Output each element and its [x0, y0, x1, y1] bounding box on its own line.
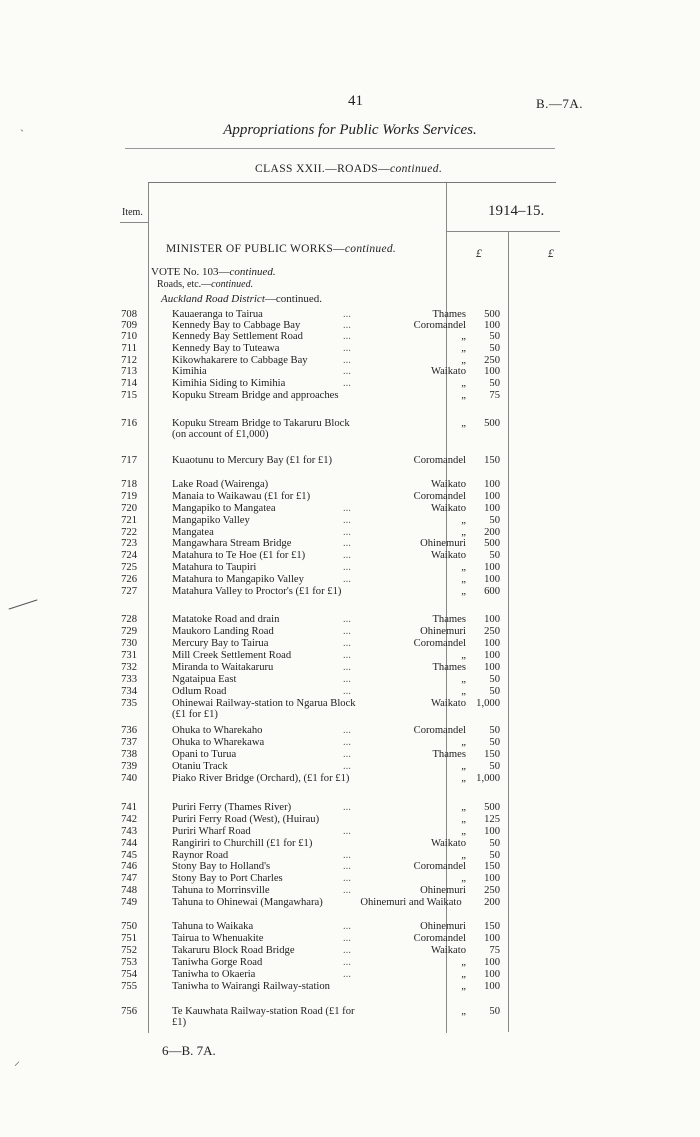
item-description: Ohuka to Wharekaho: [172, 725, 263, 736]
item-description: Mangapiko to Mangatea: [172, 503, 276, 514]
item-description: Raynor Road: [172, 850, 229, 861]
item-number: 729: [121, 626, 137, 637]
item-district: „: [461, 355, 466, 366]
vote-heading: [151, 266, 276, 278]
leader-dots: ...: [343, 945, 351, 956]
class-rule: [148, 182, 556, 183]
vote-heading-text: VOTE No. 103—: [151, 266, 230, 278]
item-district: „: [461, 814, 466, 825]
item-district: Thames: [432, 749, 466, 760]
item-number: 713: [121, 366, 137, 377]
item-district: Coromandel: [413, 861, 466, 872]
item-district: „: [461, 737, 466, 748]
item-amount: 100: [484, 933, 500, 944]
item-description: Taniwha to Okaeria: [172, 969, 256, 980]
item-amount: 600: [484, 586, 500, 597]
leader-dots: ...: [343, 861, 351, 872]
item-number: 732: [121, 662, 137, 673]
item-district: „: [461, 773, 466, 784]
item-description: Kopuku Stream Bridge to Takaruru Block (on account of £1,000): [172, 418, 350, 441]
item-description: Opani to Turua: [172, 749, 237, 760]
leader-dots: ...: [343, 885, 351, 896]
item-district: Waikato: [430, 838, 466, 849]
item-number: 739: [121, 761, 137, 772]
item-district: „: [461, 527, 466, 538]
roads-subheading: [157, 279, 253, 290]
item-description: Kikowhakarere to Cabbage Bay: [172, 355, 308, 366]
item-number: 708: [121, 309, 137, 320]
item-number: 736: [121, 725, 137, 736]
currency-symbol-2: £: [548, 248, 554, 260]
item-number: 740: [121, 773, 137, 784]
item-number: 749: [121, 897, 137, 908]
item-description: Piako River Bridge (Orchard), (£1 for £1): [172, 773, 350, 784]
item-amount: 50: [489, 550, 500, 561]
item-district: „: [461, 331, 466, 342]
item-description: Taniwha to Wairangi Railway-station: [172, 981, 330, 992]
item-description: Taniwha Gorge Road: [172, 957, 263, 968]
item-district: „: [461, 378, 466, 389]
item-description: Tairua to Whenuakite: [172, 933, 264, 944]
item-district: Coromandel: [413, 933, 466, 944]
item-description: Matahura to Mangapiko Valley: [172, 574, 304, 585]
column-rule-year-mid: [508, 232, 509, 1032]
leader-dots: ...: [343, 355, 351, 366]
item-district: Waikato: [430, 503, 466, 514]
item-district: Coromandel: [413, 638, 466, 649]
item-district: „: [461, 981, 466, 992]
margin-mark: ⸝: [14, 1054, 21, 1068]
item-amount: 100: [484, 638, 500, 649]
item-amount: 100: [484, 662, 500, 673]
leader-dots: ...: [343, 802, 351, 813]
item-district: „: [461, 562, 466, 573]
leader-dots: ...: [343, 366, 351, 377]
leader-dots: ...: [343, 562, 351, 573]
item-number: 753: [121, 957, 137, 968]
item-description: Matahura to Taupiri: [172, 562, 257, 573]
title-rule: [125, 148, 555, 149]
item-amount: 100: [484, 650, 500, 661]
item-number: 725: [121, 562, 137, 573]
item-number: 747: [121, 873, 137, 884]
item-amount: 500: [484, 538, 500, 549]
item-district: „: [461, 674, 466, 685]
leader-dots: ...: [343, 662, 351, 673]
item-description: Miranda to Waitakaruru: [172, 662, 274, 673]
item-number: 746: [121, 861, 137, 872]
item-amount: 100: [484, 614, 500, 625]
item-description: Rangiriri to Churchill (£1 for £1): [172, 838, 313, 849]
item-amount: 75: [489, 390, 500, 401]
item-amount: 50: [489, 737, 500, 748]
leader-dots: ...: [343, 638, 351, 649]
item-description: Matahura Valley to Proctor's (£1 for £1): [172, 586, 342, 597]
page-number: 41: [348, 93, 363, 109]
leader-dots: ...: [343, 515, 351, 526]
item-district: Ohinemuri: [420, 538, 466, 549]
item-district: „: [461, 761, 466, 772]
district-subheading: [161, 293, 322, 305]
item-description: Mangapiko Valley: [172, 515, 250, 526]
item-district: Ohinemuri: [420, 921, 466, 932]
item-district: „: [461, 343, 466, 354]
item-district: „: [461, 650, 466, 661]
item-number: 720: [121, 503, 137, 514]
item-district: Thames: [432, 662, 466, 673]
leader-dots: ...: [343, 503, 351, 514]
item-description: Tahuna to Ohinewai (Mangawhara): [172, 897, 323, 908]
item-amount: 50: [489, 761, 500, 772]
item-number: 756: [121, 1006, 137, 1017]
leader-dots: ...: [343, 873, 351, 884]
item-amount: 100: [484, 491, 500, 502]
vote-heading-continued: continued.: [229, 266, 276, 278]
item-district: „: [461, 850, 466, 861]
item-number: 737: [121, 737, 137, 748]
item-number: 719: [121, 491, 137, 502]
leader-dots: ...: [343, 538, 351, 549]
item-amount: 500: [484, 418, 500, 429]
page-footer: 6—B. 7A.: [162, 1043, 216, 1058]
item-number: 727: [121, 586, 137, 597]
item-district: Waikato: [430, 550, 466, 561]
item-amount: 100: [484, 574, 500, 585]
item-number: 738: [121, 749, 137, 760]
header-rule-year: [446, 231, 560, 232]
item-district: Waikato: [430, 698, 466, 709]
roads-subheading-text: Roads, etc.—: [157, 279, 212, 290]
leader-dots: ...: [343, 749, 351, 760]
item-amount: 150: [484, 921, 500, 932]
item-number: 722: [121, 527, 137, 538]
item-description: Kopuku Stream Bridge and approaches: [172, 390, 339, 401]
leader-dots: ...: [343, 378, 351, 389]
item-number: 716: [121, 418, 137, 429]
item-amount: 100: [484, 969, 500, 980]
item-district: Ohinemuri: [420, 626, 466, 637]
leader-dots: ...: [343, 574, 351, 585]
item-number: 726: [121, 574, 137, 585]
leader-dots: ...: [343, 343, 351, 354]
item-district: „: [461, 826, 466, 837]
item-description: Manaia to Waikawau (£1 for £1): [172, 491, 311, 502]
item-number: 748: [121, 885, 137, 896]
item-number: 712: [121, 355, 137, 366]
roads-subheading-continued: continued.: [211, 279, 254, 290]
item-description: Lake Road (Wairenga): [172, 479, 269, 490]
district-name: Auckland Road District: [161, 293, 265, 305]
item-description: Maukoro Landing Road: [172, 626, 274, 637]
item-description: Kuaotunu to Mercury Bay (£1 for £1): [172, 455, 333, 466]
leader-dots: ...: [343, 527, 351, 538]
item-amount: 100: [484, 562, 500, 573]
item-description: Ohinewai Railway-station to Ngarua Block (£1 for £1): [172, 698, 356, 721]
item-number: 743: [121, 826, 137, 837]
item-district: Coromandel: [413, 725, 466, 736]
item-amount: 100: [484, 826, 500, 837]
item-number: 724: [121, 550, 137, 561]
leader-dots: ...: [343, 957, 351, 968]
class-heading: [255, 163, 442, 175]
item-amount: 50: [489, 850, 500, 861]
item-number: 754: [121, 969, 137, 980]
item-amount: 100: [484, 503, 500, 514]
item-number: 709: [121, 320, 137, 331]
margin-mark: [9, 599, 38, 609]
leader-dots: ...: [343, 650, 351, 661]
item-district: Waikato: [430, 479, 466, 490]
item-description: Stony Bay to Holland's: [172, 861, 271, 872]
item-district: „: [461, 802, 466, 813]
item-number: 710: [121, 331, 137, 342]
item-district: „: [461, 1006, 466, 1017]
item-description: Mangawhara Stream Bridge: [172, 538, 292, 549]
leader-dots: ...: [343, 921, 351, 932]
leader-dots: ...: [343, 320, 351, 331]
district-continued: —continued.: [264, 293, 323, 305]
paper-reference: B.—7A.: [536, 96, 584, 111]
item-amount: 100: [484, 366, 500, 377]
item-description: Kennedy Bay to Tuteawa: [172, 343, 280, 354]
item-amount: 100: [484, 873, 500, 884]
item-description: Kauaeranga to Tairua: [172, 309, 263, 320]
item-amount: 100: [484, 479, 500, 490]
item-description: Kennedy Bay to Cabbage Bay: [172, 320, 301, 331]
item-district: Coromandel: [413, 491, 466, 502]
item-number: 715: [121, 390, 137, 401]
item-amount: 150: [484, 455, 500, 466]
leader-dots: ...: [343, 826, 351, 837]
item-number: 744: [121, 838, 137, 849]
margin-mark: ˎ: [20, 118, 24, 132]
item-district: „: [461, 418, 466, 429]
item-district: „: [461, 969, 466, 980]
item-amount: 50: [489, 725, 500, 736]
item-amount: 75: [489, 945, 500, 956]
item-district: Thames: [432, 309, 466, 320]
item-number: 734: [121, 686, 137, 697]
item-district: „: [461, 873, 466, 884]
class-heading-text: CLASS XXII.—ROADS—: [255, 163, 390, 175]
item-amount: 50: [489, 515, 500, 526]
item-district: Ohinemuri and Waikato: [360, 897, 462, 908]
leader-dots: ...: [343, 626, 351, 637]
item-district: Ohinemuri: [420, 885, 466, 896]
item-district: Waikato: [430, 366, 466, 377]
item-amount: 50: [489, 686, 500, 697]
item-number: 752: [121, 945, 137, 956]
header-rule-item: [120, 222, 148, 223]
item-amount: 125: [484, 814, 500, 825]
item-number: 714: [121, 378, 137, 389]
item-district: „: [461, 686, 466, 697]
leader-dots: ...: [343, 686, 351, 697]
item-description: Kennedy Bay Settlement Road: [172, 331, 303, 342]
item-description: Tahuna to Waikaka: [172, 921, 254, 932]
leader-dots: ...: [343, 331, 351, 342]
item-district: Waikato: [430, 945, 466, 956]
item-description: Ngataipua East: [172, 674, 237, 685]
item-amount: 500: [484, 802, 500, 813]
item-amount: 50: [489, 838, 500, 849]
item-amount: 150: [484, 861, 500, 872]
leader-dots: ...: [343, 309, 351, 320]
item-number: 735: [121, 698, 137, 709]
currency-symbol-1: £: [476, 248, 482, 260]
item-amount: 50: [489, 1006, 500, 1017]
item-description: Matahura to Te Hoe (£1 for £1): [172, 550, 306, 561]
item-description: Mercury Bay to Tairua: [172, 638, 269, 649]
leader-dots: ...: [343, 674, 351, 685]
item-number: 745: [121, 850, 137, 861]
item-description: Stony Bay to Port Charles: [172, 873, 283, 884]
item-amount: 50: [489, 378, 500, 389]
item-description: Ohuka to Wharekawa: [172, 737, 265, 748]
leader-dots: ...: [343, 850, 351, 861]
item-district: „: [461, 957, 466, 968]
leader-dots: ...: [343, 725, 351, 736]
item-number: 733: [121, 674, 137, 685]
item-description: Mill Creek Settlement Road: [172, 650, 292, 661]
item-amount: 250: [484, 626, 500, 637]
class-heading-continued: continued.: [390, 163, 443, 175]
item-district: Coromandel: [413, 455, 466, 466]
item-amount: 500: [484, 309, 500, 320]
item-amount: 100: [484, 320, 500, 331]
item-amount: 200: [484, 897, 500, 908]
item-number: 721: [121, 515, 137, 526]
page-title: Appropriations for Public Works Services.: [223, 122, 477, 138]
item-description: Odlum Road: [172, 686, 227, 697]
item-amount: 100: [484, 957, 500, 968]
item-number: 742: [121, 814, 137, 825]
item-description: Mangatea: [172, 527, 214, 538]
item-district: Thames: [432, 614, 466, 625]
item-district: Coromandel: [413, 320, 466, 331]
item-number: 723: [121, 538, 137, 549]
minister-heading-text: MINISTER OF PUBLIC WORKS—: [166, 243, 345, 255]
item-description: Puriri Ferry Road (West), (Huirau): [172, 814, 320, 825]
item-number: 717: [121, 455, 137, 466]
item-number: 731: [121, 650, 137, 661]
item-district: „: [461, 586, 466, 597]
leader-dots: ...: [343, 761, 351, 772]
item-district: „: [461, 515, 466, 526]
leader-dots: ...: [343, 737, 351, 748]
item-number: 718: [121, 479, 137, 490]
item-amount: 250: [484, 885, 500, 896]
year-column-header: 1914–15.: [488, 203, 545, 219]
item-amount: 1,000: [476, 773, 500, 784]
item-description: Puriri Ferry (Thames River): [172, 802, 292, 813]
item-number: 751: [121, 933, 137, 944]
minister-heading-continued: continued.: [344, 243, 397, 255]
item-district: „: [461, 390, 466, 401]
item-amount: 50: [489, 343, 500, 354]
item-description: Takaruru Block Road Bridge: [172, 945, 295, 956]
leader-dots: ...: [343, 933, 351, 944]
item-description: Te Kauwhata Railway-station Road (£1 for £1): [172, 1006, 355, 1029]
item-description: Otaniu Track: [172, 761, 228, 772]
item-column-header: Item.: [122, 207, 143, 218]
item-number: 728: [121, 614, 137, 625]
item-amount: 100: [484, 981, 500, 992]
minister-heading: [166, 243, 396, 255]
item-description: Kimihia: [172, 366, 207, 377]
item-description: Puriri Wharf Road: [172, 826, 251, 837]
item-description: Tahuna to Morrinsville: [172, 885, 270, 896]
item-description: Matatoke Road and drain: [172, 614, 280, 625]
item-amount: 1,000: [476, 698, 500, 709]
item-amount: 200: [484, 527, 500, 538]
item-amount: 250: [484, 355, 500, 366]
leader-dots: ...: [343, 614, 351, 625]
item-amount: 50: [489, 331, 500, 342]
item-amount: 50: [489, 674, 500, 685]
item-amount: 150: [484, 749, 500, 760]
item-number: 741: [121, 802, 137, 813]
item-number: 711: [121, 343, 137, 354]
item-district: „: [461, 574, 466, 585]
item-number: 750: [121, 921, 137, 932]
item-number: 755: [121, 981, 137, 992]
leader-dots: ...: [343, 969, 351, 980]
item-description: Kimihia Siding to Kimihia: [172, 378, 286, 389]
column-rule-item: [148, 183, 149, 1033]
item-number: 730: [121, 638, 137, 649]
leader-dots: ...: [343, 550, 351, 561]
